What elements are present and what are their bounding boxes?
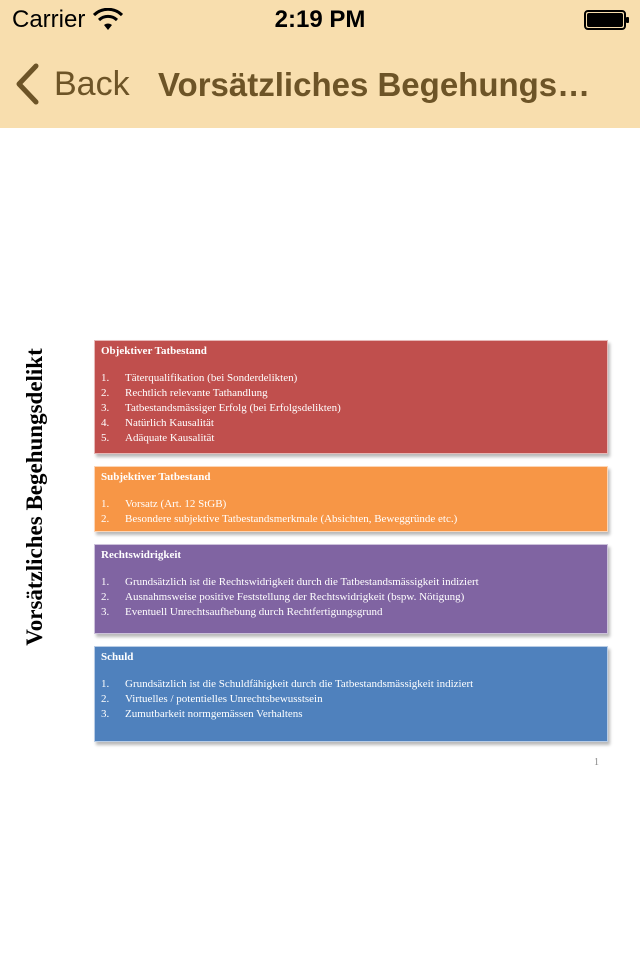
section-list bbox=[101, 497, 601, 527]
list-item: 4. Natürlich Kausalität bbox=[101, 417, 214, 429]
section-objektiver-tatbestand bbox=[94, 340, 608, 454]
list-item: 3. Eventuell Unrechtsaufhebung durch Rechtfertigungsgrund bbox=[101, 606, 383, 618]
navigation-bar bbox=[0, 40, 640, 128]
section-title: Subjektiver Tatbestand bbox=[101, 471, 211, 483]
section-list bbox=[101, 677, 601, 722]
status-time: 2:19 PM bbox=[274, 6, 366, 33]
back-button[interactable] bbox=[14, 62, 130, 106]
list-item: 2. Ausnahmsweise positive Feststellung der Rechtswidrigkeit (bspw. Nötigung) bbox=[101, 591, 465, 603]
back-label: Back bbox=[54, 64, 130, 103]
chevron-left-icon bbox=[14, 63, 40, 105]
list-item: 1. Vorsatz (Art. 12 StGB) bbox=[101, 498, 227, 510]
list-item: 2. Virtuelles / potentielles Unrechtsbewusstsein bbox=[101, 693, 323, 705]
section-list bbox=[101, 371, 601, 446]
list-item: 3. Tatbestandsmässiger Erfolg (bei Erfolgsdelikten) bbox=[101, 402, 341, 414]
carrier-label: Carrier bbox=[12, 6, 86, 33]
list-item: 3. Zumutbarkeit normgemässen Verhaltens bbox=[101, 708, 303, 720]
section-subjektiver-tatbestand bbox=[94, 466, 608, 532]
section-schuld bbox=[94, 646, 608, 742]
vertical-title-text: Vorsätzliches Begehungsdelikt bbox=[22, 348, 47, 646]
section-title: Schuld bbox=[101, 651, 134, 663]
list-item: 1. Täterqualifikation (bei Sonderdelikten) bbox=[101, 372, 298, 384]
list-item: 2. Rechtlich relevante Tathandlung bbox=[101, 387, 268, 399]
status-bar bbox=[0, 0, 640, 40]
list-item: 1. Grundsätzlich ist die Schuldfähigkeit durch die Tatbestandsmässigkeit indiziert bbox=[101, 678, 474, 690]
section-rechtswidrigkeit bbox=[94, 544, 608, 634]
section-list bbox=[101, 575, 601, 620]
section-title: Objektiver Tatbestand bbox=[101, 345, 207, 357]
battery-icon bbox=[584, 10, 630, 30]
page-title: Vorsätzliches Begehungs… bbox=[158, 66, 591, 103]
document-vertical-title bbox=[20, 340, 50, 654]
list-item: 5. Adäquate Kausalität bbox=[101, 432, 215, 444]
section-title: Rechtswidrigkeit bbox=[101, 549, 182, 561]
list-item: 2. Besondere subjektive Tatbestandsmerkmale (Absichten, Beweggründe etc.) bbox=[101, 513, 458, 525]
list-item: 1. Grundsätzlich ist die Rechtswidrigkeit durch die Tatbestandsmässigkeit indiziert bbox=[101, 576, 479, 588]
page-number: 1 bbox=[594, 757, 599, 768]
